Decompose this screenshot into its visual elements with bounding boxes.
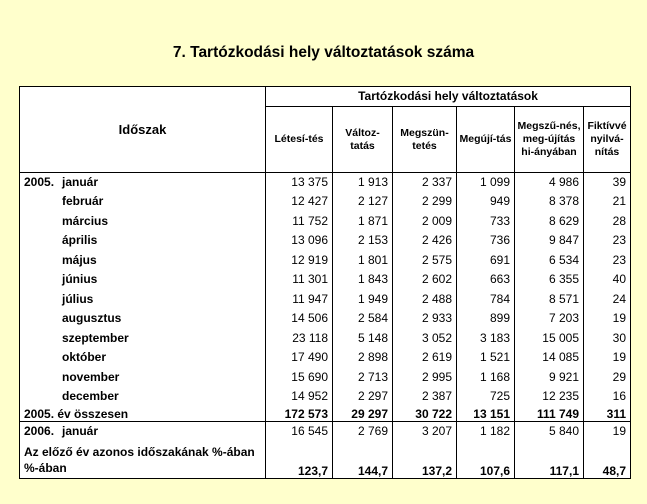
- table-cell: 23: [584, 231, 631, 251]
- total-row: [20, 407, 631, 422]
- table-cell: 13 096: [266, 231, 333, 251]
- table-cell: 16 545: [266, 421, 333, 441]
- table-row: [20, 270, 631, 290]
- table-cell: 19: [584, 348, 631, 368]
- table-cell: 19: [584, 309, 631, 329]
- stats-table: [19, 86, 631, 479]
- month-label: december: [62, 389, 119, 404]
- ratio-row: [20, 441, 631, 479]
- ratio-cell: 144,7: [333, 441, 393, 479]
- row-label: [20, 231, 266, 251]
- table-cell: 1 168: [457, 368, 515, 388]
- month-label: január: [62, 423, 99, 438]
- row-label: [20, 421, 266, 441]
- table-cell: 12 427: [266, 192, 333, 212]
- row-label: [20, 290, 266, 310]
- table-cell: 12 919: [266, 251, 333, 271]
- table-cell: 6 355: [515, 270, 584, 290]
- month-label: július: [62, 291, 94, 306]
- row-label: [20, 173, 266, 193]
- table-cell: 2 769: [333, 421, 393, 441]
- table-cell: 11 301: [266, 270, 333, 290]
- table-cell: 899: [457, 309, 515, 329]
- row-label: [20, 192, 266, 212]
- year-label: 2005.: [24, 175, 55, 189]
- total-cell: 29 297: [333, 407, 393, 422]
- table-cell: 663: [457, 270, 515, 290]
- table-cell: 9 847: [515, 231, 584, 251]
- total-cell: 111 749: [515, 407, 584, 422]
- table-cell: 12 235: [515, 387, 584, 407]
- table-cell: 39: [584, 173, 631, 193]
- ratio-cell: 107,6: [457, 441, 515, 479]
- month-label: február: [62, 194, 104, 209]
- table-cell: 8 571: [515, 290, 584, 310]
- table-cell: 2 127: [333, 192, 393, 212]
- col-header-megszuntetes: Megszün-tetés: [393, 107, 457, 173]
- group-header: Tartózkodási hely változtatások: [266, 87, 631, 107]
- table-cell: 736: [457, 231, 515, 251]
- table-cell: 1 099: [457, 173, 515, 193]
- table-cell: 1 913: [333, 173, 393, 193]
- ratio-cell: 48,7: [584, 441, 631, 479]
- month-label: május: [62, 252, 97, 267]
- table-cell: 7 203: [515, 309, 584, 329]
- table-cell: 3 207: [393, 421, 457, 441]
- table-cell: 1 182: [457, 421, 515, 441]
- table-cell: 40: [584, 270, 631, 290]
- table-cell: 1 521: [457, 348, 515, 368]
- year-label: 2006.: [24, 423, 55, 438]
- table-cell: 11 752: [266, 212, 333, 232]
- table-cell: 2 584: [333, 309, 393, 329]
- table-cell: 2 575: [393, 251, 457, 271]
- table-cell: 2 995: [393, 368, 457, 388]
- table-row: [20, 251, 631, 271]
- col-header-fiktiv: Fiktívvé nyilvá-nítás: [584, 107, 631, 173]
- ratio-cell: 117,1: [515, 441, 584, 479]
- table-cell: 21: [584, 192, 631, 212]
- month-label: április: [62, 233, 98, 248]
- table-cell: 2 387: [393, 387, 457, 407]
- table-cell: 2 153: [333, 231, 393, 251]
- col-header-megujitas: Megújí-tás: [457, 107, 515, 173]
- row-label: [20, 368, 266, 388]
- table-cell: 2 337: [393, 173, 457, 193]
- month-label: szeptember: [62, 330, 129, 345]
- table-cell: 1 949: [333, 290, 393, 310]
- col-header-megszunes: Megszű-nés, meg-újítás hi-ányában: [515, 107, 584, 173]
- table-cell: 3 052: [393, 329, 457, 349]
- ratio-label: Az előző év azonos időszakának %-ában %-ában: [20, 441, 266, 479]
- table-row: [20, 368, 631, 388]
- table-cell: 14 506: [266, 309, 333, 329]
- month-label: augusztus: [62, 311, 122, 326]
- month-label: június: [62, 272, 98, 287]
- table-cell: 8 629: [515, 212, 584, 232]
- total-label: 2005. év összesen: [20, 407, 266, 422]
- month-label: november: [62, 369, 120, 384]
- month-label: március: [62, 213, 109, 228]
- table-row: [20, 192, 631, 212]
- table-cell: 30: [584, 329, 631, 349]
- table-cell: 2 426: [393, 231, 457, 251]
- table-cell: 949: [457, 192, 515, 212]
- table-cell: 2 602: [393, 270, 457, 290]
- total-cell: 172 573: [266, 407, 333, 422]
- table-cell: 2 898: [333, 348, 393, 368]
- table-cell: 3 183: [457, 329, 515, 349]
- table-row: [20, 329, 631, 349]
- table-cell: 23 118: [266, 329, 333, 349]
- row-label: [20, 309, 266, 329]
- table-cell: 14 952: [266, 387, 333, 407]
- table-row: [20, 348, 631, 368]
- table-cell: 28: [584, 212, 631, 232]
- col-header-letesites: Létesí-tés: [266, 107, 333, 173]
- row-label: [20, 387, 266, 407]
- table-row: [20, 387, 631, 407]
- total-cell: 311: [584, 407, 631, 422]
- table-cell: 16: [584, 387, 631, 407]
- table-cell: 29: [584, 368, 631, 388]
- row-2006: [20, 421, 631, 441]
- table-row: [20, 231, 631, 251]
- ratio-cell: 123,7: [266, 441, 333, 479]
- table-cell: 2 297: [333, 387, 393, 407]
- table-cell: 784: [457, 290, 515, 310]
- table-cell: 15 690: [266, 368, 333, 388]
- table-cell: 23: [584, 251, 631, 271]
- month-label: január: [62, 175, 99, 189]
- total-cell: 13 151: [457, 407, 515, 422]
- table-cell: 1 871: [333, 212, 393, 232]
- row-label: [20, 270, 266, 290]
- table-cell: 14 085: [515, 348, 584, 368]
- table-cell: 2 933: [393, 309, 457, 329]
- row-label: [20, 329, 266, 349]
- table-cell: 8 378: [515, 192, 584, 212]
- table-cell: 24: [584, 290, 631, 310]
- table-cell: 725: [457, 387, 515, 407]
- row-label: [20, 348, 266, 368]
- table-cell: 733: [457, 212, 515, 232]
- table-cell: 19: [584, 421, 631, 441]
- table-cell: 5 840: [515, 421, 584, 441]
- total-cell: 30 722: [393, 407, 457, 422]
- row-label: [20, 212, 266, 232]
- table-cell: 1 801: [333, 251, 393, 271]
- table-cell: 9 921: [515, 368, 584, 388]
- table-row: [20, 212, 631, 232]
- col-header-valtoztatas: Változ-tatás: [333, 107, 393, 173]
- table-cell: 11 947: [266, 290, 333, 310]
- table-cell: 17 490: [266, 348, 333, 368]
- table-cell: 15 005: [515, 329, 584, 349]
- table-cell: 2 488: [393, 290, 457, 310]
- table-cell: 2 299: [393, 192, 457, 212]
- table-cell: 6 534: [515, 251, 584, 271]
- ratio-cell: 137,2: [393, 441, 457, 479]
- table-row: [20, 173, 631, 193]
- table-row: [20, 309, 631, 329]
- period-header: Időszak: [20, 87, 266, 173]
- table-cell: 2 009: [393, 212, 457, 232]
- table-cell: 5 148: [333, 329, 393, 349]
- table-cell: 2 619: [393, 348, 457, 368]
- table-cell: 1 843: [333, 270, 393, 290]
- table-cell: 13 375: [266, 173, 333, 193]
- table-cell: 4 986: [515, 173, 584, 193]
- table-row: [20, 290, 631, 310]
- table-cell: 2 713: [333, 368, 393, 388]
- page-title: 7. Tartózkodási hely változtatások száma: [172, 44, 475, 61]
- month-label: október: [62, 350, 107, 365]
- row-label: [20, 251, 266, 271]
- table-cell: 691: [457, 251, 515, 271]
